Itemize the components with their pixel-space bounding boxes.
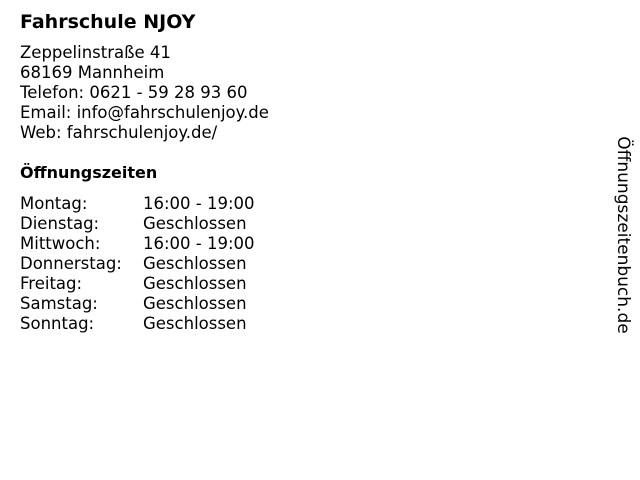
day-label: Donnerstag:	[20, 254, 122, 273]
day-hours: Geschlossen	[143, 294, 247, 313]
day-hours: 16:00 - 19:00	[143, 234, 255, 253]
day-label: Mittwoch:	[20, 234, 101, 253]
site-watermark: Öffnungszeitenbuch.de	[613, 136, 633, 334]
day-hours: Geschlossen	[143, 214, 247, 233]
day-label: Montag:	[20, 194, 88, 213]
day-hours: 16:00 - 19:00	[143, 194, 255, 213]
address-block	[20, 43, 269, 143]
email-address: Email: info@fahrschulenjoy.de	[20, 103, 269, 122]
city-address: 68169 Mannheim	[20, 63, 165, 82]
day-label: Samstag:	[20, 294, 98, 313]
day-hours: Geschlossen	[143, 314, 247, 333]
website: Web: fahrschulenjoy.de/	[20, 123, 218, 142]
hours-heading: Öffnungszeiten	[20, 163, 158, 182]
business-name: Fahrschule NJOY	[20, 11, 196, 33]
phone-number: Telefon: 0621 - 59 28 93 60	[20, 83, 248, 102]
street-address: Zeppelinstraße 41	[20, 43, 171, 62]
day-label: Sonntag:	[20, 314, 95, 333]
day-hours: Geschlossen	[143, 254, 247, 273]
day-hours: Geschlossen	[143, 274, 247, 293]
day-label: Freitag:	[20, 274, 83, 293]
day-label: Dienstag:	[20, 214, 100, 233]
